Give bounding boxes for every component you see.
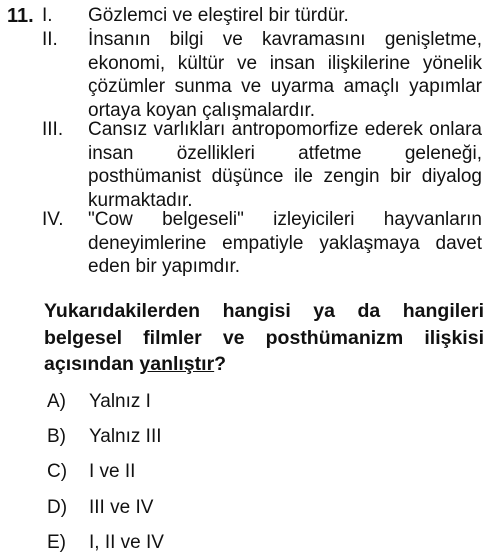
option-b[interactable] (47, 424, 162, 450)
option-c-letter[interactable]: C) (47, 461, 68, 482)
statement-4-numeral: IV. (42, 209, 64, 230)
option-b-text[interactable]: Yalnız III (89, 426, 162, 447)
statement-2-numeral: II. (42, 29, 58, 50)
question-number: 11. (7, 5, 34, 27)
question-stem-mark: ? (214, 353, 227, 375)
statement-3 (42, 118, 482, 213)
option-c-text[interactable]: I ve II (89, 461, 136, 482)
option-e-text[interactable]: I, II ve IV (89, 532, 164, 553)
option-d-text[interactable]: III ve IV (89, 497, 154, 518)
statement-2-text: İnsanın bilgi ve kavramasını genişletme, ekonomi, kültür ve insan ilişkilerine yönelik çözümler sunma ve uyarma amaçlı yapımlar ortaya koyan çalışmalardır. (88, 29, 482, 122)
option-a-letter[interactable]: A) (47, 391, 66, 412)
option-e[interactable] (47, 530, 164, 556)
statement-4-text: "Cow belgeseli" izleyicileri hayvanların deneyimlerine empatiyle yaklaşmaya davet eden bir yapımdır. (88, 209, 482, 278)
option-d-letter[interactable]: D) (47, 497, 68, 518)
option-b-letter[interactable]: B) (47, 426, 66, 447)
option-a-text[interactable]: Yalnız I (89, 391, 151, 412)
option-e-letter[interactable]: E) (47, 532, 66, 553)
statement-3-numeral: III. (42, 119, 64, 140)
statement-1-numeral: I. (42, 5, 53, 26)
option-a[interactable] (47, 389, 151, 415)
statement-1 (42, 4, 482, 28)
question-stem-text: Yukarıdakilerden hangisi ya da hangileri belgesel filmler ve posthümanizm ilişkisi açısından (44, 300, 484, 375)
question-stem (44, 298, 484, 378)
statement-1-text: Gözlemci ve eleştirel bir türdür. (88, 5, 349, 26)
statement-3-text: Cansız varlıkları antropomorfize ederek onlara insan özellikleri atfetme geleneği, posthümanist düşünce ile zengin bir diyalog kurmaktadır. (88, 119, 482, 212)
question-stem-emphasis: yanlıştır (139, 353, 215, 375)
option-d[interactable] (47, 495, 153, 521)
statement-4 (42, 208, 482, 279)
option-c[interactable] (47, 459, 135, 485)
statement-2 (42, 28, 482, 123)
